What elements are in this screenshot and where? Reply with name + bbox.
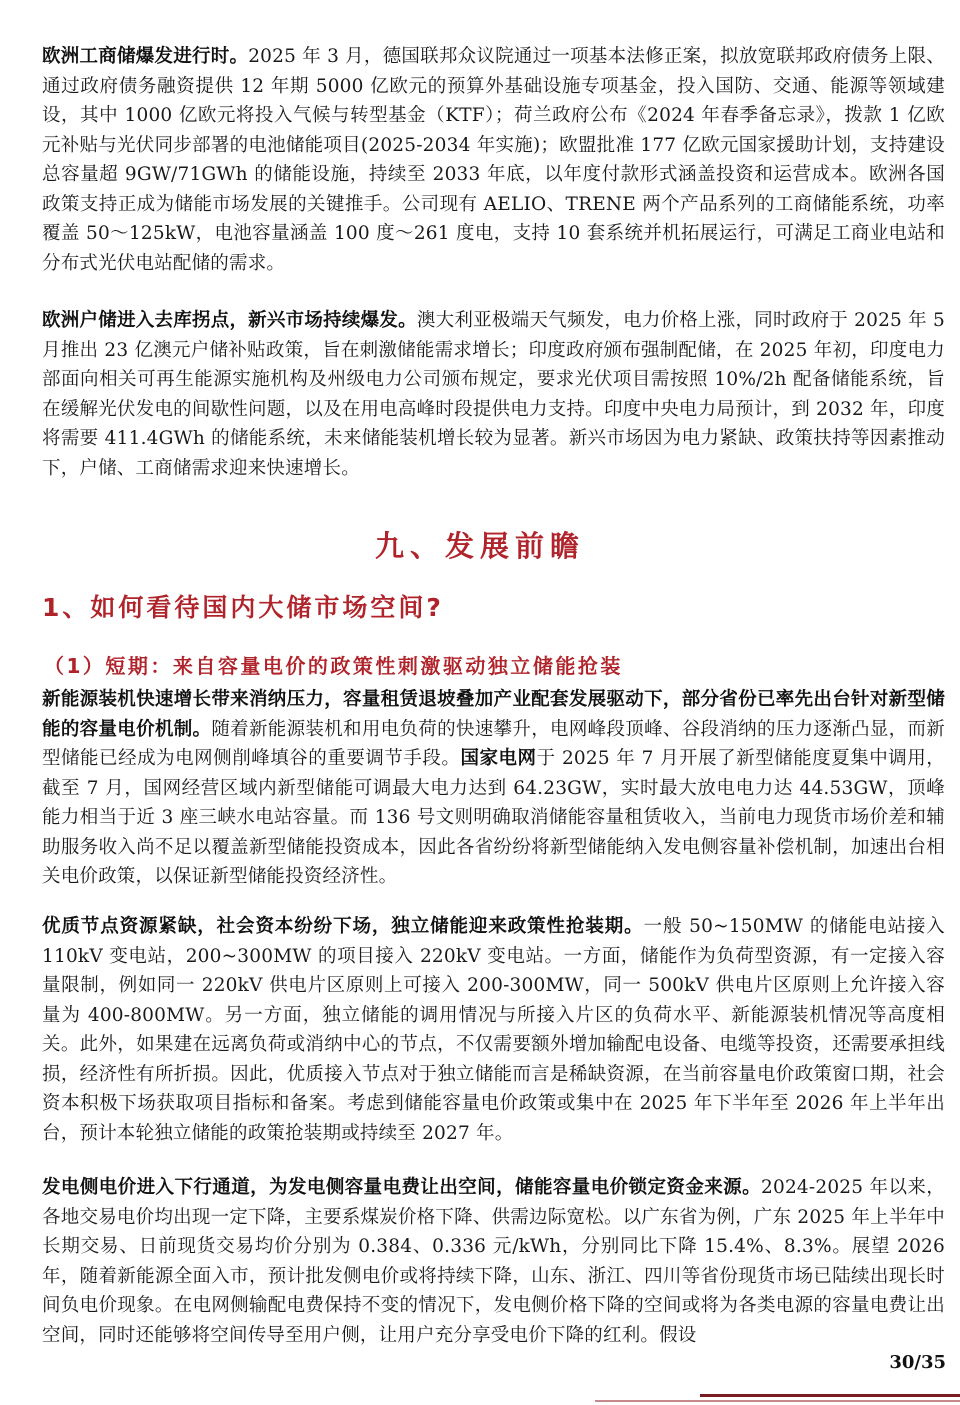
paragraph-body: 澳大利亚极端天气频发，电力价格上涨，同时政府于 2025 年 5 月推出 23 亿澳元户储补贴政策，旨在刺激储能需求增长；印度政府颁布强制配储，在 2025 年初，印度电力部面向相关可再生能源实施机构及州级电力公司颁布规定，要求光伏项目需按照 10%/2h 配备储能系统，旨在缓解光伏发电的间歇性问题，以及在用电高峰时段提供电力支持。印度中央电力局预计，到 2032 年，印度将需要 411.4GWh 的储能系统，未来储能装机增长较为显著。新兴市场因为电力紧缺、政策扶持等因素推动下，户储、工商储需求迎来快速增长。	[42, 310, 945, 479]
paragraph-lead: 欧洲户储进入去库拐点，新兴市场持续爆发。	[42, 310, 417, 331]
footer-rule	[700, 1394, 960, 1397]
chapter-title: 九、发展前瞻	[374, 529, 585, 563]
footer-rule-light	[595, 1400, 960, 1402]
paragraph-lead: 欧洲工商储爆发进行时。	[42, 46, 249, 67]
paragraph-europe-home-storage	[42, 306, 945, 483]
paragraph-body-cont: 于 2025 年 7 月开展了新型储能度夏集中调用，截至 7 月，国网经营区域内新型储能可调最大电力达到 64.23GW，实时最大放电电力达 44.53GW，顶峰能力相当于近 3 座三峡水电站容量。而 136 号文则明确取消储能容量租赁收入，当前电力现货市场价差和辅助服务收入尚不足以覆盖新型储能投资成本，因此各省纷纷将新型储能纳入发电侧容量补偿机制，加速出台相关电价政策，以保证新型储能投资经济性。	[42, 748, 945, 887]
paragraph-lead: 发电侧电价进入下行通道，为发电侧容量电费让出空间，储能容量电价锁定资金来源。	[42, 1177, 762, 1198]
paragraph-independent-storage	[42, 912, 945, 1148]
paragraph-body: 随着新能源装机和用电负荷的快速攀升，电网峰段顶峰、谷段消纳的压力逐渐凸显，而新型储能已经成为电网侧削峰填谷的重要调节手段。	[42, 718, 945, 769]
paragraph-body: 2025 年 3 月，德国联邦众议院通过一项基本法修正案，拟放宽联邦政府债务上限、通过政府债务融资提供 12 年期 5000 亿欧元的预算外基础设施专项基金，投入国防、交通、能源等领域建设，其中 1000 亿欧元将投入气候与转型基金（KTF）；荷兰政府公布《2024 年春季备忘录》，拨款 1 亿欧元补贴与光伏同步部署的电池储能项目(2025-2034 年实施)；欧盟批准 177 亿欧元国家援助计划，支持建设总容量超 9GW/71GWh 的储能设施，持续至 2033 年底，以年度付款形式涵盖投资和运营成本。欧洲各国政策支持正成为储能市场发展的关键推手。公司现有 AELIO、TRENE 两个产品系列的工商储能系统，功率覆盖 50～125kW，电池容量涵盖 100 度～261 度电，支持 10 套系统并机拓展运行，可满足工商业电站和分布式光伏电站配储的需求。	[42, 46, 945, 274]
paragraph-lead: 新能源装机快速增长带来消纳压力，容量租赁退坡叠加产业配套发展驱动下，部分省份已率先出台针对新型储能的容量电价机制。	[42, 689, 945, 740]
paragraph-lead-inline: 国家电网	[460, 748, 537, 769]
paragraph-body: 2024-2025 年以来，各地交易电价均出现一定下降，主要系煤炭价格下降、供需边际宽松。以广东省为例，广东 2025 年上半年中长期交易、日前现货交易均价分别为 0.384、0.336 元/kWh，分别同比下降 15.4%、8.3%。展望 2026 年，随着新能源全面入市，预计批发侧电价或将持续下降，山东、浙江、四川等省份现货市场已陆续出现长时间负电价现象。在电网侧输配电费保持不变的情况下，发电侧价格下降的空间或将为各类电源的容量电费让出空间，同时还能够将空间传导至用户侧，让用户充分享受电价下降的红利。假设	[42, 1177, 946, 1346]
paragraph-capacity-price	[42, 685, 945, 892]
paragraph-body: 一般 50~150MW 的储能电站接入 110kV 变电站，200~300MW 的项目接入 220kV 变电站。一方面，储能作为负荷型资源，有一定接入容量限制，例如同一 220kV 供电片区原则上可接入 200-300MW，同一 500kV 供电片区原则上允许接入容量为 400-800MW。另一方面，独立储能的调用情况与所接入片区的负荷水平、新能源装机情况等高度相关。此外，如果建在远离负荷或消纳中心的节点，不仅需要额外增加输配电设备、电缆等投资，还需要承担线损，经济性有所折损。因此，优质接入节点对于独立储能而言是稀缺资源，在当前容量电价政策窗口期，社会资本积极下场获取项目指标和备案。考虑到储能容量电价政策或集中在 2025 年下半年至 2026 年上半年出台，预计本轮独立储能的政策抢装期或持续至 2027 年。	[42, 916, 946, 1144]
section-title: 1、如何看待国内大储市场空间?	[42, 593, 444, 622]
page-number: 30/35	[889, 1352, 946, 1373]
paragraph-europe-ci-storage	[42, 42, 945, 278]
subsection-title: （1）短期：来自容量电价的政策性刺激驱动独立储能抢装	[44, 654, 623, 678]
paragraph-generation-price	[42, 1173, 945, 1350]
paragraph-lead: 优质节点资源紧缺，社会资本纷纷下场，独立储能迎来政策性抢装期。	[42, 916, 644, 937]
